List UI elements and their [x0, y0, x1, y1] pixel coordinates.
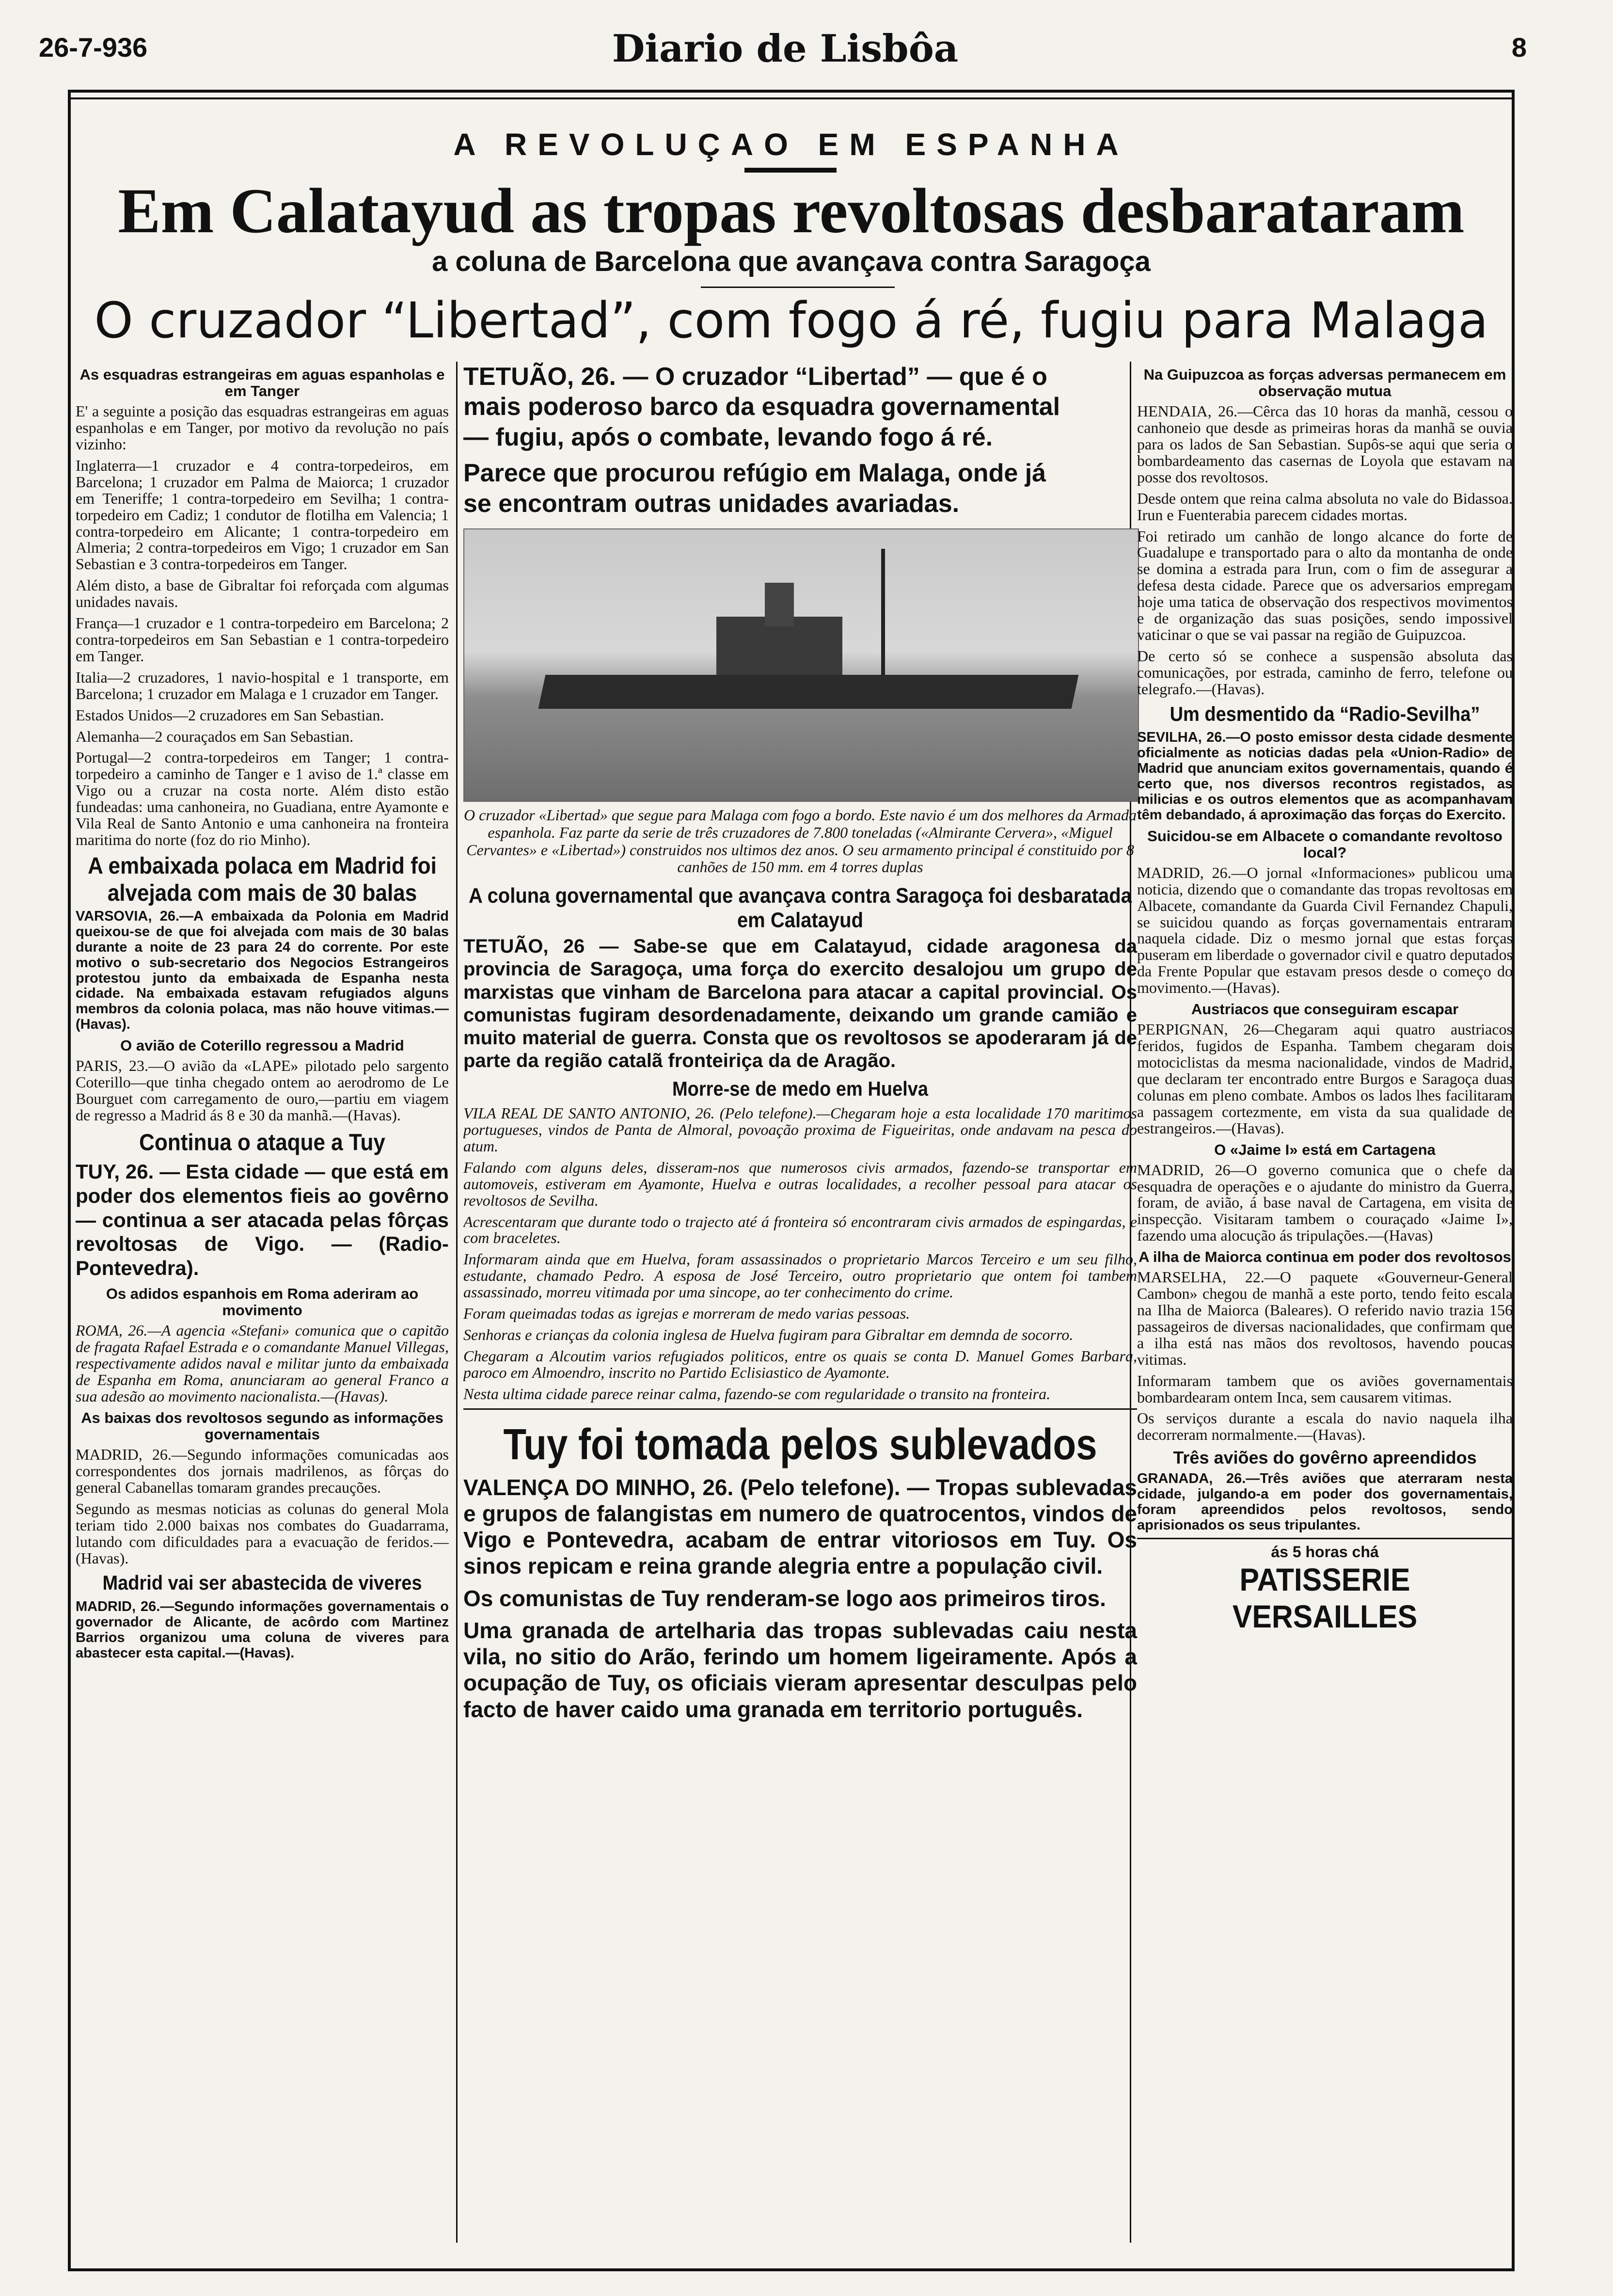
- article-title: Continua o ataque a Tuy: [139, 1129, 385, 1156]
- article-title: Os adidos espanhois em Roma aderiram ao movimento: [106, 1285, 419, 1319]
- paragraph: MADRID, 26.—Segundo informações governamentais o governador de Alicante, de acôrdo com Martinez Barrios organizou uma coluna de viveres para abastecer esta capital.—(Havas).: [76, 1599, 449, 1661]
- section-kicker: A REVOLUÇAO EM ESPANHA: [453, 127, 1129, 162]
- top-rule: [71, 93, 1512, 99]
- paragraph: Falando com alguns deles, disseram-nos que numerosos civis armados, fazendo-se transportar em automoveis, estiveram em Ayamonte, Huelva e outras localidades, a recolher pessoal para atacar os revoltosos de Sevilha.: [463, 1158, 1137, 1209]
- paragraph: Informaram tambem que os aviões governamentais bombardearam ontem Inca, sem causarem vitimas.: [1137, 1371, 1513, 1406]
- ad-name: PATISSERIE VERSAILLES: [1232, 1562, 1418, 1635]
- paragraph: GRANADA, 26.—Três aviões que aterraram nesta cidade, julgando-a em poder dos governamentais, foram apreendidos pelos revoltosos, sendo aprisionados os seus tripulantes.: [1137, 1470, 1513, 1533]
- paragraph: MADRID, 26.—Segundo informações comunicadas aos correspondentes dos jornais madrilenos, as fôrças do general Cabanellas tomaram grandes precauções.: [76, 1446, 449, 1496]
- paragraph: Desde ontem que reina calma absoluta no vale do Bidassoa. Irun e Fuenterabia parecem cidades mortas.: [1137, 489, 1513, 524]
- cruiser-photo: [463, 528, 1139, 802]
- paragraph: MADRID, 26.—O jornal «Informaciones» publicou uma noticia, dizendo que o comandante das tropas revoltosas em Albacete, comandante da Guarda Civil Fernandez Chapuli, se suicidou quando as forças governamentais entraram naquela cidade. Diz o mesmo jornal que estas forças puseram em liberdade o governador civil e quatro deputados da Frente Popular que estavam presos desde o começo do movimento.—(Havas).: [1137, 863, 1513, 997]
- article-title: As baixas dos revoltosos segundo as informações governamentais: [81, 1409, 443, 1443]
- ship-hull: [538, 675, 1079, 709]
- paragraph: Os comunistas de Tuy renderam-se logo aos primeiros tiros.: [463, 1585, 1106, 1611]
- paragraph: PERPIGNAN, 26—Chegaram aqui quatro austriacos feridos, fugidos de Espanha. Tambem chegaram dois motociclistas da mesma nacionalidade, vindos de Madrid, que declaram ter encontrado entre Burgos e Saragoça duas colunas em pleno combate. Ambos os lados lhes facilitaram a passagem cortezmente, em vista da sua qualidade de estrangeiros.—(Havas).: [1137, 1020, 1513, 1137]
- paragraph: Acrescentaram que durante todo o trajecto até á fronteira só encontraram civis armados de espingardas, e com braceletes.: [463, 1212, 1137, 1247]
- paragraph: Estados Unidos—2 cruzadores em San Sebastian.: [76, 706, 384, 724]
- article-title: Austriacos que conseguiram escapar: [1191, 1001, 1459, 1018]
- secondary-headline: O cruzador “Libertad”, com fogo á ré, fugiu para Malaga: [94, 292, 1488, 350]
- paragraph: TUY, 26. — Esta cidade — que está em poder dos elementos fieis ao govêrno — continua a ser atacada pelas fôrças revoltosas de Vigo. — (Radio-Pontevedra).: [76, 1160, 449, 1279]
- subhead-rule: [701, 287, 895, 288]
- paragraph: MADRID, 26—O governo comunica que o chefe da esquadra de operações e o ajudante do ministro da Guerra, foram, de avião, á base naval de Cartagena, em visita de inspecção. Visitaram tambem o couraçado «Jaime I», fazendo uma alocução ás tripulações.—(Havas): [1137, 1161, 1513, 1244]
- paragraph: MARSELHA, 22.—O paquete «Gouverneur-General Cambon» chegou de manhã a este porto, tendo feito escala na Ilha de Maiorca (Baleares). O referido navio trazia 156 passageiros de diversas nacionalidades, que confirmam que a ilha está nas mãos dos revoltosos, havendo poucas vitimas.: [1137, 1268, 1513, 1368]
- paragraph: Foi retirado um canhão de longo alcance do forte de Guadalupe e transportado para o alto da montanha de onde se domina a estrada para Irun, com o fim de assegurar a defesa desta cidade. Parece que os adversarios empregam hoje uma tatica de observação dos respectivos movimentos e de organização das suas posições, sendo impossivel vaticinar o que se vai passar na região de Guipuzcoa.: [1137, 527, 1513, 643]
- lead-paragraph: TETUÃO, 26. — O cruzador “Libertad” — que é o mais poderoso barco da esquadra governamental — fugiu, após o combate, levando fogo á ré.: [463, 363, 1060, 451]
- ship-mast: [881, 549, 885, 675]
- ship-funnel: [765, 583, 794, 626]
- paragraph: De certo só se conhece a suspensão absoluta das comunicações, por estrada, caminho de ferro, telefone ou telegrafo.—(Havas).: [1137, 647, 1513, 698]
- article-title: Morre-se de medo em Huelva: [672, 1078, 928, 1101]
- page-header: [34, 27, 1536, 70]
- column-rule: [456, 362, 458, 2243]
- paragraph: Portugal—2 contra-torpedeiros em Tanger; 1 contra-torpedeiro a caminho de Tanger e 1 aviso de 1.ª classe em Vigo ou a cruzar na costa norte. Além disto estão fundeadas: uma canhoneira, no Guadiana, entre Ayamonte e Vila Real de Santo Antonio e uma canhoneira na fronteira maritima do norte (foz do rio Minho).: [76, 749, 449, 848]
- paragraph: Senhoras e crianças da colonia inglesa de Huelva fugiram para Gibraltar em demnda de socorro.: [463, 1325, 1074, 1343]
- paragraph: França—1 cruzador e 1 contra-torpedeiro em Barcelona; 2 contra-torpedeiros em San Sebastian e 1 contra-torpedeiro em Tanger.: [76, 614, 449, 665]
- paragraph: VALENÇA DO MINHO, 26. (Pelo telefone). — Tropas sublevadas e grupos de falangistas em numero de quatrocentos, vindos de Vigo e Pontevedra, acabam de entrar vitoriosos em Tuy. Os sinos repicam e reina grande alegria entre a população civil.: [463, 1474, 1137, 1579]
- paragraph: HENDAIA, 26.—Cêrca das 10 horas da manhã, cessou o canhoneio que desde as primeiras horas da manhã se ouvia para os lados de San Sebastian. Supôs-se aqui que seria o bombardeamento das casernas de Loyola que estavam na posse dos revoltosos.: [1137, 402, 1513, 486]
- article-title: A coluna governamental que avançava contra Saragoça foi desbaratada em Calatayud: [469, 884, 1132, 932]
- article-title: Madrid vai ser abastecida de viveres: [102, 1572, 422, 1595]
- paragraph: Uma granada de artelharia das tropas sublevadas caiu nesta vila, no sitio do Arão, ferindo um homem ligeiramente. Após a ocupação de Tuy, os oficiais vieram apresentar desculpas pelo facto de haver caido uma granada em territorio português.: [463, 1617, 1137, 1722]
- article-title: Tuy foi tomada pelos sublevados: [503, 1419, 1097, 1469]
- left-column: [76, 362, 449, 2257]
- paragraph: TETUÃO, 26 — Sabe-se que em Calatayud, cidade aragonesa da provincia de Saragoça, uma força do exercito desalojou um grupo de marxistas que vinham de Barcelona para atacar a capital provincial. Os comunistas fugiram desordenadamente, deixando um grande camião e muito material de guerra. Consta que os revoltosos se apoderaram já de parte da região catalã fronteiriça da de Aragão.: [463, 936, 1137, 1072]
- paragraph: Inglaterra—1 cruzador e 4 contra-torpedeiros, em Barcelona; 1 cruzador em Palma de Maiorca; 1 cruzador em Teneriffe; 1 contra-torpedeiro em Sevilha; 1 contra-torpedeiro em Cadiz; 1 condutor de flotilha em Valencia; 1 contra-torpedeiro em Alicante; 1 contra-torpedeiro em Almeria; 2 contra-torpedeiros em Vigo; 1 cruzador em San Sebastian e 3 contra-torpedeiros em Tanger.: [76, 456, 449, 573]
- photo-caption: O cruzador «Libertad» que segue para Malaga com fogo a bordo. Este navio é um dos melhores da Armada espanhola. Faz parte da serie de três cruzadores de 7.800 toneladas («Almirante Cervera», «Miguel Cervantes» e «Libertad») construidos nos ultimos dez anos. O seu armamento principal é constituido por 8 canhões de 150 mm. em 4 torres duplas: [463, 806, 1137, 876]
- paragraph: Os serviços durante a escala do navio naquela ilha decorreram normalmente.—(Havas).: [1137, 1409, 1513, 1444]
- article-title: O «Jaime I» está em Cartagena: [1214, 1141, 1436, 1158]
- advertisement: [1137, 1538, 1513, 1635]
- article-title: As esquadras estrangeiras em aguas espanholas e em Tanger: [79, 366, 445, 400]
- paragraph: Alemanha—2 couraçados em San Sebastian.: [76, 727, 354, 745]
- paragraph: Italia—2 cruzadores, 1 navio-hospital e 1 transporte, em Barcelona; 1 cruzador em Malaga e 1 cruzador em Tanger.: [76, 668, 449, 702]
- divider: [463, 1408, 1137, 1410]
- main-headline: Em Calatayud as tropas revoltosas desbarataram: [118, 175, 1465, 246]
- article-title: Suicidou-se em Albacete o comandante revoltoso local?: [1147, 827, 1502, 861]
- paragraph: Nesta ultima cidade parece reinar calma, fazendo-se com regularidade o transito na fronteira.: [463, 1385, 1051, 1403]
- paragraph: Foram queimadas todas as igrejas e morreram de medo varias pessoas.: [463, 1305, 910, 1323]
- main-subhead: a coluna de Barcelona que avançava contra Saragoça: [432, 246, 1151, 277]
- ad-tagline: ás 5 horas chá: [1271, 1543, 1379, 1561]
- article-title: Na Guipuzcoa as forças adversas permanecem em observação mutua: [1143, 366, 1506, 400]
- paragraph: SEVILHA, 26.—O posto emissor desta cidade desmente oficialmente as noticias dadas pela «Union-Radio» de Madrid que anunciam exitos governamentais, quando é certo que, nos diversos recontros registados, as milicias e os outros elementos que as acompanhavam têm debandado, á aproximação das forças do Exercito.: [1137, 730, 1513, 823]
- paragraph: VILA REAL DE SANTO ANTONIO, 26. (Pelo telefone).—Chegaram hoje a esta localidade 170 maritimos portugueses, vindos de Panta de Almoral, povoação proxima de Figueiritas, onde andavam na pesca do atum.: [463, 1104, 1137, 1155]
- paragraph: Além disto, a base de Gibraltar foi reforçada com algumas unidades navais.: [76, 576, 449, 611]
- article-title: A embaixada polaca em Madrid foi alvejada com mais de 30 balas: [88, 852, 437, 906]
- paragraph: PARIS, 23.—O avião da «LAPE» pilotado pelo sargento Coterillo—que tinha chegado ontem ao aerodromo de Le Bourguet com carregamento de ouro,—partiu em viagem de regresso a Madrid ás 8 e 30 da manhã.—(Havas).: [76, 1057, 449, 1124]
- paragraph: E' a seguinte a posição das esquadras estrangeiras em aguas espanholas e em Tanger, por motivo da revolução no país vizinho:: [76, 402, 449, 453]
- page-frame: [68, 90, 1515, 2271]
- article-calatayud: [463, 886, 1137, 1722]
- page-number: 8: [1511, 32, 1527, 63]
- article-title: Um desmentido da “Radio-Sevilha”: [1170, 703, 1480, 726]
- paragraph: Chegaram a Alcoutim varios refugiados politicos, entre os quais se conta D. Manuel Gomes Barbara, paroco em Almoendro, inscrito no Partido Eclisiastico de Ayamonte.: [463, 1347, 1137, 1381]
- article-title: A ilha de Maiorca continua em poder dos revoltosos: [1139, 1248, 1511, 1266]
- kicker-rule: [744, 168, 837, 173]
- masthead: Diario de Lisbôa: [612, 27, 959, 71]
- paragraph: Segundo as mesmas noticias as colunas do general Mola teriam tido 2.000 baixas nos combates do Guadarrama, lutando com dificuldades para a evacuação de feridos.—(Havas).: [76, 1499, 449, 1567]
- right-column: [1137, 362, 1513, 2257]
- article-title: O avião de Coterillo regressou a Madrid: [120, 1037, 404, 1054]
- paragraph: VARSOVIA, 26.—A embaixada da Polonia em Madrid queixou-se de que foi alvejada com mais de 30 balas durante a noite de 23 para 24 do corrente. Por este motivo o sub-secretario dos Negocios Estrangeiros protestou junto da embaixada de Espanha nesta cidade. Na embaixada estavam refugiados alguns membros da colonia polaca, mas não houve vitimas.—(Havas).: [76, 909, 449, 1033]
- center-column: [463, 362, 1195, 2257]
- paragraph: Informaram ainda que em Huelva, foram assassinados o proprietario Marcos Terceiro e um seu filho, estudante, chamado Pedro. A esposa de José Terceiro, outro proprietario que ontem foi tambem assassinado, morreu vitimada por uma sincope, ao ter conhecimento do crime.: [463, 1250, 1137, 1301]
- lead-paragraph: Parece que procurou refúgio em Malaga, onde já se encontram outras unidades avariadas.: [463, 459, 1046, 518]
- article-title: Três aviões do govêrno apreendidos: [1173, 1448, 1477, 1468]
- paragraph: ROMA, 26.—A agencia «Stefani» comunica que o capitão de fragata Rafael Estrada e o comandante Manuel Villegas, respectivamente adidos naval e militar junto da embaixada de Espanha em Roma, anunciaram ao general Franco a sua adesão ao movimento nacionalista.—(Havas).: [76, 1322, 449, 1405]
- issue-date: 26-7-936: [39, 32, 148, 63]
